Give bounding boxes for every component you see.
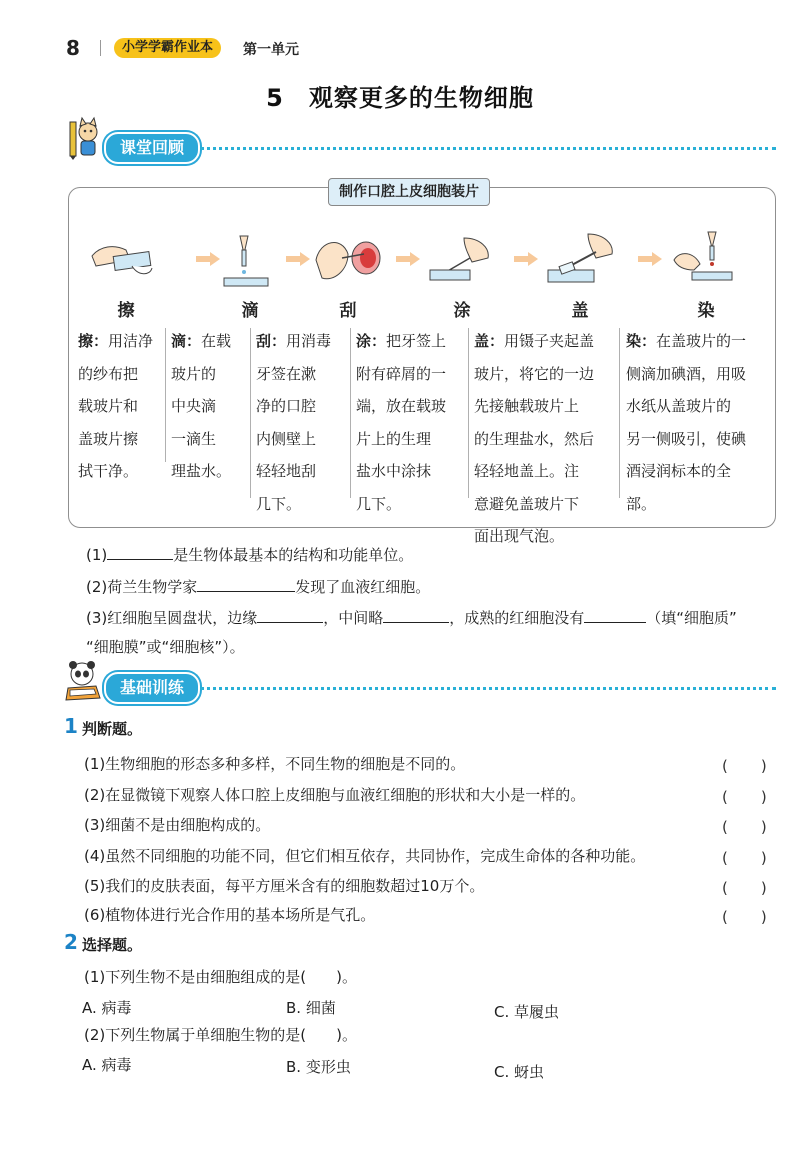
pencil-cat-icon — [66, 116, 102, 160]
scrape-cheek-illustration — [312, 230, 384, 290]
answer-parentheses[interactable]: ( ) — [722, 757, 768, 775]
step-description-wipe: 擦：用洁净 的纱布把 载玻片和 盖玻片擦 拭干净。 — [78, 332, 154, 480]
judge-item-2: (2)在显微镜下观察人体口腔上皮细胞与血液红细胞的形状和大小是一样的。 — [84, 786, 586, 804]
choice-question-stem: (2)下列生物属于单细胞生物的是( )。 — [84, 1026, 357, 1044]
step-description-smear: 涂：把牙签上 附有碎屑的一 端，放在载玻 片上的生理 盐水中涂抹 几下。 — [356, 332, 447, 513]
arrow-right-icon — [286, 252, 310, 266]
step-name: 滴 — [241, 301, 259, 321]
fill-question-2: (2)荷兰生物学家 发现了血液红细胞。 — [86, 578, 431, 596]
step-description-cover: 盖：用镊子夹起盖 玻片，将它的一边 先接触载玻片上 的生理盐水，然后 轻轻地盖上。注 意避免盖玻片下 面出现气泡。 — [474, 332, 595, 545]
wipe-slide-illustration — [86, 232, 158, 292]
question-number: 1 — [64, 714, 78, 738]
answer-parentheses[interactable]: ( ) — [722, 788, 768, 806]
section-label-review: 课堂回顾 — [104, 132, 200, 164]
answer-blank[interactable] — [257, 607, 323, 623]
lesson-title: 5 观察更多的生物细胞 — [266, 84, 534, 112]
question-number: 2 — [64, 930, 78, 954]
judge-item-6: (6)植物体进行光合作用的基本场所是气孔。 — [84, 906, 376, 924]
arrow-right-icon — [514, 252, 538, 266]
answer-blank[interactable] — [584, 607, 646, 623]
judge-item-1: (1)生物细胞的形态多种多样，不同生物的细胞是不同的。 — [84, 755, 466, 773]
header-separator — [100, 40, 101, 56]
procedure-title: 制作口腔上皮细胞装片 — [328, 178, 490, 206]
judge-item-5: (5)我们的皮肤表面，每平方厘米含有的细胞数超过10万个。 — [84, 877, 485, 895]
step-name: 涂 — [453, 301, 471, 321]
stain-illustration — [670, 230, 742, 290]
column-divider — [250, 328, 251, 498]
choice-option[interactable]: B. 变形虫 — [286, 1058, 351, 1076]
section-label-practice: 基础训练 — [104, 672, 200, 704]
column-divider — [468, 328, 469, 498]
answer-parentheses[interactable]: ( ) — [722, 908, 768, 926]
step-description-drop: 滴：在载 玻片的 中央滴 一滴生 理盐水。 — [171, 332, 232, 480]
step-name: 擦 — [117, 301, 135, 321]
column-divider — [350, 328, 351, 498]
choice-option[interactable]: C. 草履虫 — [494, 1003, 560, 1021]
step-name: 刮 — [339, 301, 357, 321]
unit-label: 第一单元 — [243, 42, 299, 58]
step-description-scrape: 刮：用消毒 牙签在漱 净的口腔 内侧壁上 轻轻地刮 几下。 — [256, 332, 332, 513]
step-description-stain: 染：在盖玻片的一 侧滴加碘酒，用吸 水纸从盖玻片的 另一侧吸引，使碘 酒浸润标本的全 部。 — [626, 332, 747, 513]
judge-item-4: (4)虽然不同细胞的功能不同，但它们相互依存，共同协作，完成生命体的各种功能。 — [84, 847, 646, 865]
section-divider-dots — [200, 147, 776, 150]
answer-parentheses[interactable]: ( ) — [722, 849, 768, 867]
panda-reading-icon — [62, 660, 102, 704]
drop-saline-illustration — [210, 232, 282, 292]
fill-question-1: (1) 是生物体最基本的结构和功能单位。 — [86, 546, 414, 564]
arrow-right-icon — [396, 252, 420, 266]
answer-blank[interactable] — [383, 607, 449, 623]
page-number: 8 — [66, 36, 80, 60]
choice-option[interactable]: A. 病毒 — [82, 999, 132, 1017]
book-name-badge: 小学学霸作业本 — [114, 38, 221, 58]
smear-illustration — [424, 232, 496, 292]
judge-item-3: (3)细菌不是由细胞构成的。 — [84, 816, 271, 834]
answer-parentheses[interactable]: ( ) — [722, 818, 768, 836]
question-title: 判断题。 — [82, 720, 143, 738]
answer-blank[interactable] — [197, 576, 295, 592]
fill-question-3: (3)红细胞呈圆盘状，边缘 ，中间略 ，成熟的红细胞没有 （填“细胞质” — [86, 609, 737, 627]
question-title: 选择题。 — [82, 936, 143, 954]
step-name: 染 — [697, 301, 715, 321]
step-name: 盖 — [571, 301, 589, 321]
column-divider — [619, 328, 620, 498]
choice-question-stem: (1)下列生物不是由细胞组成的是( )。 — [84, 968, 357, 986]
arrow-right-icon — [638, 252, 662, 266]
section-divider-dots — [200, 687, 776, 690]
answer-parentheses[interactable]: ( ) — [722, 879, 768, 897]
answer-blank[interactable] — [107, 544, 173, 560]
choice-option[interactable]: B. 细菌 — [286, 999, 336, 1017]
choice-option[interactable]: C. 蚜虫 — [494, 1063, 545, 1081]
choice-option[interactable]: A. 病毒 — [82, 1056, 132, 1074]
fill-question-3-continued: “细胞膜”或“细胞核”）。 — [86, 638, 245, 656]
column-divider — [165, 328, 166, 462]
cover-slip-illustration — [544, 230, 616, 290]
